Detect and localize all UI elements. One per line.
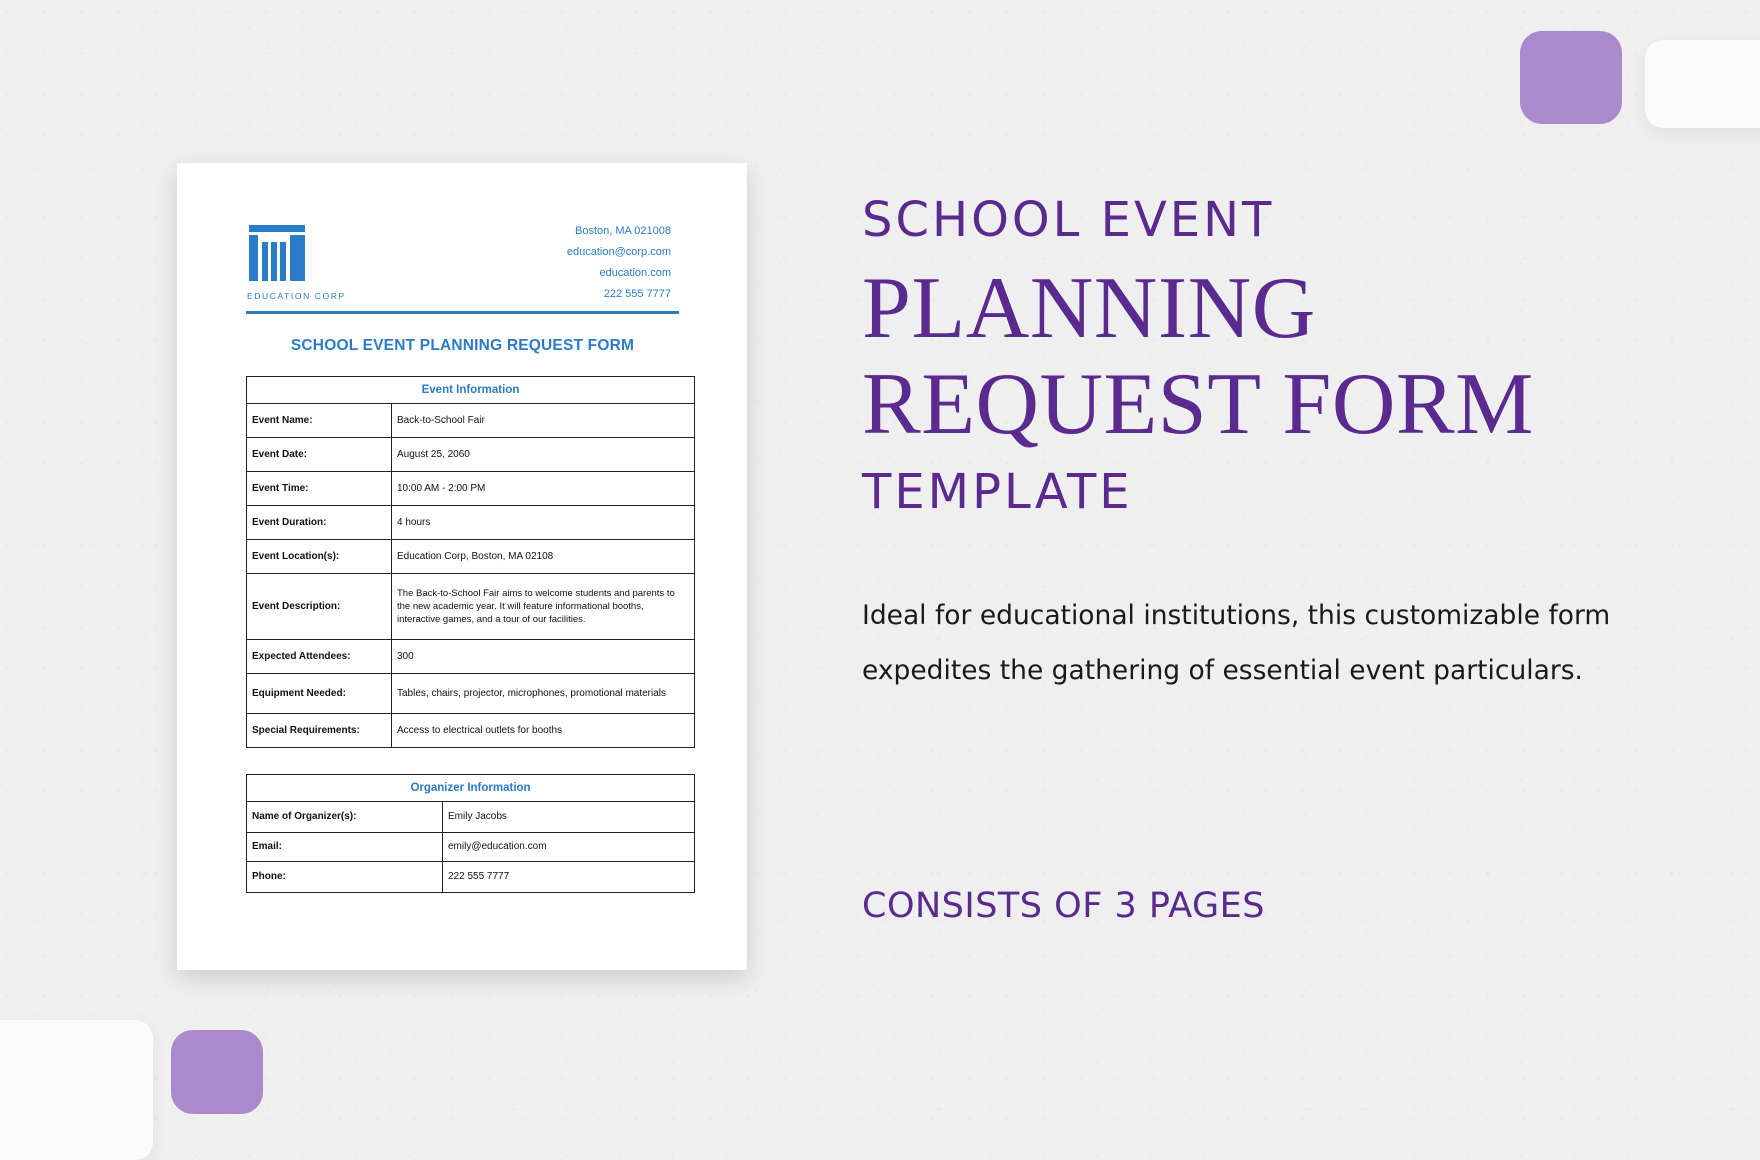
field-value: 222 555 7777 xyxy=(443,862,695,893)
headline-line-3: REQUEST FORM xyxy=(862,356,1534,453)
field-value: Emily Jacobs xyxy=(443,802,695,833)
field-label: Event Duration: xyxy=(247,506,392,540)
organizer-information-heading: Organizer Information xyxy=(247,775,695,802)
decor-tile-white-top xyxy=(1645,40,1760,128)
field-label: Special Requirements: xyxy=(247,714,392,748)
header-divider xyxy=(246,311,679,314)
field-value: 4 hours xyxy=(392,506,695,540)
page-count-note: CONSISTS OF 3 PAGES xyxy=(862,886,1265,926)
organizer-information-table xyxy=(246,774,695,893)
field-value: The Back-to-School Fair aims to welcome students and parents to the new academic year. It will feature informational booths, interactive games, and a tour of our facilities. xyxy=(392,574,695,640)
field-label: Event Date: xyxy=(247,438,392,472)
field-label: Equipment Needed: xyxy=(247,674,392,714)
contact-block xyxy=(567,221,671,305)
contact-phone: 222 555 7777 xyxy=(603,288,671,300)
field-value: 300 xyxy=(392,640,695,674)
field-label: Event Description: xyxy=(247,574,392,640)
field-value: 10:00 AM - 2:00 PM xyxy=(392,472,695,506)
field-label: Event Location(s): xyxy=(247,540,392,574)
columns-logo-icon xyxy=(247,225,307,285)
field-label: Email: xyxy=(247,833,443,862)
logo-text: EDUCATION CORP xyxy=(247,291,346,301)
field-value: August 25, 2060 xyxy=(392,438,695,472)
field-label: Expected Attendees: xyxy=(247,640,392,674)
field-label: Event Name: xyxy=(247,404,392,438)
field-value: Access to electrical outlets for booths xyxy=(392,714,695,748)
contact-website: education.com xyxy=(599,267,671,279)
decor-tile-purple-bottom xyxy=(171,1030,263,1114)
decor-tile-purple-top xyxy=(1520,31,1622,124)
headline-line-4: TEMPLATE xyxy=(862,464,1133,520)
form-title: SCHOOL EVENT PLANNING REQUEST FORM xyxy=(290,337,635,354)
field-label: Phone: xyxy=(247,862,443,893)
headline-line-1: SCHOOL EVENT xyxy=(862,192,1275,248)
field-label: Event Time: xyxy=(247,472,392,506)
contact-address: Boston, MA 021008 xyxy=(574,225,671,237)
field-value: Tables, chairs, projector, microphones, promotional materials xyxy=(392,674,695,714)
field-value: Education Corp, Boston, MA 02108 xyxy=(392,540,695,574)
document-preview xyxy=(177,163,747,970)
event-information-heading: Event Information xyxy=(247,377,695,404)
field-value: emily@education.com xyxy=(443,833,695,862)
template-description: Ideal for educational institutions, this customizable form expedites the gathering of essential event particulars. xyxy=(862,600,1611,686)
event-information-table xyxy=(246,376,695,748)
headline-line-2: PLANNING xyxy=(862,260,1316,357)
contact-email: education@corp.com xyxy=(566,246,671,258)
decor-tile-white-bottom xyxy=(0,1020,153,1160)
field-label: Name of Organizer(s): xyxy=(247,802,443,833)
field-value: Back-to-School Fair xyxy=(392,404,695,438)
education-corp-logo xyxy=(247,225,357,305)
